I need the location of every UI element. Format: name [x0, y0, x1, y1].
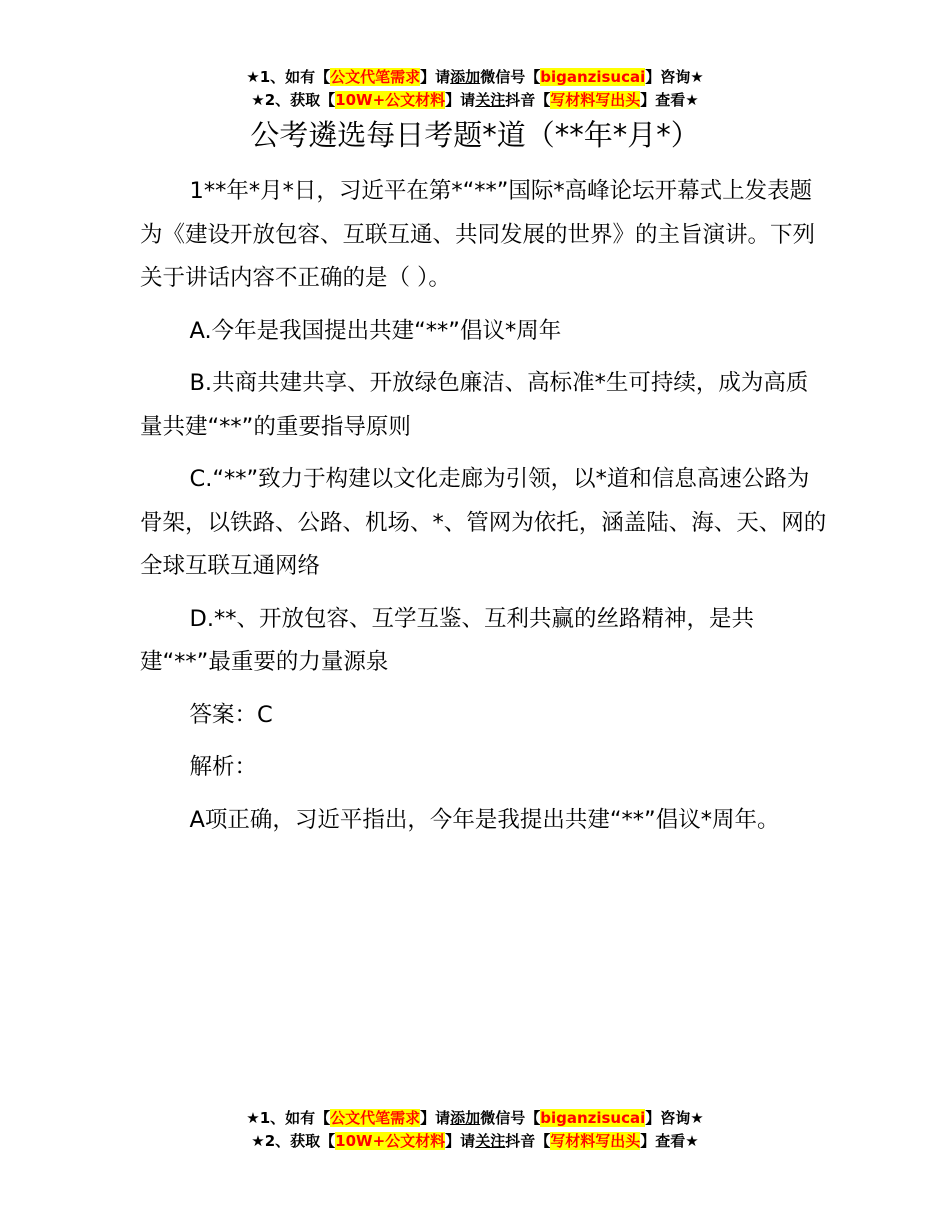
- ad-text: 1、如有【: [259, 68, 331, 86]
- answer-text: 答案：C: [189, 701, 273, 728]
- star-icon: ★: [685, 91, 699, 109]
- document-body: [140, 170, 828, 851]
- option-d: D.**、开放包容、互学互鉴、互利共赢的丝路精神，是共建“**”最重要的力量源泉: [140, 605, 754, 675]
- ad-text: 】请: [420, 1109, 451, 1127]
- ad-text: 2、获取【: [264, 1132, 336, 1150]
- ad-text: 2、获取【: [264, 91, 336, 109]
- ad-underline: 添加: [450, 1109, 481, 1127]
- ad-underline: 关注: [475, 1132, 506, 1150]
- ad-highlight: 10W+公文材料: [335, 91, 446, 109]
- ad-text: 微信号【: [480, 68, 541, 86]
- ad-text: 】咨询: [645, 68, 691, 86]
- ad-text: 抖音【: [505, 91, 551, 109]
- ad-douyin-id: 写材料写出头: [550, 91, 641, 109]
- ad-wechat-id: biganzisucai: [540, 68, 646, 86]
- ad-wechat-id: biganzisucai: [540, 1109, 646, 1127]
- ad-highlight: 公文代笔需求: [330, 68, 421, 86]
- star-icon: ★: [251, 91, 265, 109]
- ad-text: 】咨询: [645, 1109, 691, 1127]
- ad-text: 】请: [445, 91, 476, 109]
- star-icon: ★: [246, 68, 260, 86]
- ad-highlight: 公文代笔需求: [330, 1109, 421, 1127]
- option-c: C.“**”致力于构建以文化走廊为引领，以*道和信息高速公路为骨架，以铁路、公路、机场、*、管网为依托，涵盖陆、海、天、网的全球互联互通网络: [140, 466, 827, 579]
- ad-line-2: [0, 1130, 950, 1153]
- ad-line-2: [0, 89, 950, 112]
- ad-underline: 关注: [475, 91, 506, 109]
- star-icon: ★: [251, 1132, 265, 1150]
- ad-banner-top: [0, 66, 950, 112]
- option-b: B.共商共建共享、开放绿色廉洁、高标准*生可持续，成为高质量共建“**”的重要指导原则: [140, 370, 809, 440]
- ad-highlight: 10W+公文材料: [335, 1132, 446, 1150]
- star-icon: ★: [690, 1109, 704, 1127]
- question-text: 1**年*月*日，习近平在第*“**”国际*高峰论坛开幕式上发表题为《建设开放包容、互联互通、共同发展的世界》的主旨演讲。下列关于讲话内容不正确的是（ ）。: [140, 178, 816, 291]
- ad-line-1: [0, 1107, 950, 1130]
- ad-banner-bottom: [0, 1107, 950, 1153]
- analysis-label: 解析：: [189, 754, 258, 780]
- star-icon: ★: [246, 1109, 260, 1127]
- ad-text: 】请: [445, 1132, 476, 1150]
- star-icon: ★: [690, 68, 704, 86]
- ad-text: 微信号【: [480, 1109, 541, 1127]
- analysis-a: A项正确，习近平指出，今年是我提出共建“**”倡议*周年。: [189, 806, 780, 833]
- ad-text: 抖音【: [505, 1132, 551, 1150]
- ad-underline: 添加: [450, 68, 481, 86]
- ad-text: 】请: [420, 68, 451, 86]
- ad-douyin-id: 写材料写出头: [550, 1132, 641, 1150]
- ad-text: 1、如有【: [259, 1109, 331, 1127]
- page-title: 公考遴选每日考题*道（**年*月*）: [250, 118, 700, 152]
- ad-line-1: [0, 66, 950, 89]
- star-icon: ★: [685, 1132, 699, 1150]
- ad-text: 】查看: [640, 1132, 686, 1150]
- ad-text: 】查看: [640, 91, 686, 109]
- option-a: A.今年是我国提出共建“**”倡议*周年: [189, 317, 562, 344]
